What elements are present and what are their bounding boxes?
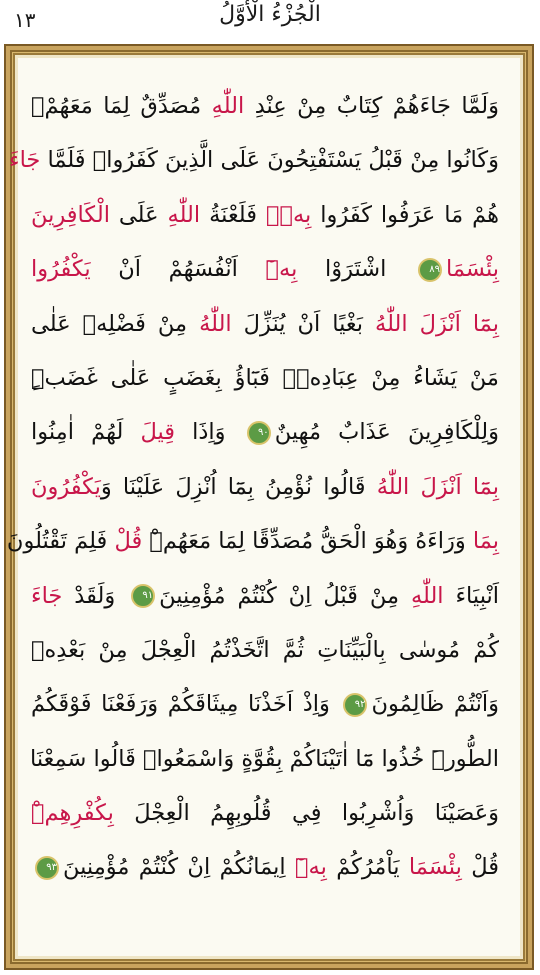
text-segment: فَلَعْنَةُ <box>200 201 266 228</box>
text-segment: وَرَاءَهُ وَهُوَ الْحَقُّ مُصَدِّقًا لِمَا مَعَهُمْۜ <box>142 528 473 555</box>
text-segment: وَلَقَدْ <box>62 582 128 609</box>
text-segment: مِنْ قَبْلُ اِنْ كُنْتُمْ مُؤْمِنِينَ <box>159 582 411 609</box>
highlighted-word: قُلْ <box>114 528 143 555</box>
highlighted-word: بِئْسَمَا <box>446 256 500 283</box>
text-segment: مُصَدِّقٌ لِمَا مَعَهُمْۙ <box>31 93 212 119</box>
text-segment: وَاَنْتُمْ ظَالِمُونَ <box>371 691 499 718</box>
page-header <box>0 0 540 44</box>
highlighted-word: بِمَٓا اَنْزَلَ اللّٰهُ <box>375 310 499 337</box>
text-segment: وَلِلْكَافِرِينَ عَذَابٌ مُهِينٌ <box>274 419 499 446</box>
highlighted-word: قِيلَ <box>140 419 176 446</box>
highlighted-word: بِهٖۘ <box>265 201 312 228</box>
text-segment: كُمْ مُوسٰى بِالْبَيِّنَاتِ ثُمَّ اتَّخَذْتُمُ الْعِجْلَ مِنْ بَعْدِهٖ <box>31 636 499 663</box>
quran-text-body <box>6 79 500 895</box>
ayah-number-marker: ٨٩ <box>418 258 442 282</box>
text-segment: فَلِمَ تَقْتُلُونَ <box>6 528 115 555</box>
text-segment: بَغْيًا اَنْ يُنَزِّلَ <box>231 310 375 337</box>
text-line <box>31 188 499 242</box>
text-segment: هُمْ مَا عَرَفُوا كَفَرُوا <box>311 201 500 228</box>
highlighted-word: اللّٰهِ <box>167 201 201 228</box>
highlighted-word: بِكُفْرِهِمْۜ <box>31 800 114 827</box>
text-line <box>8 133 499 187</box>
text-segment: يَاْمُرُكُمْ <box>326 854 409 881</box>
text-segment: عَلَى <box>109 201 168 228</box>
text-line <box>31 297 499 351</box>
text-segment: وَاِذْ اَخَذْنَا مِيثَاقَكُمْ وَرَفَعْنَا فَوْقَكُمُ <box>31 691 340 718</box>
text-segment: وَلَمَّا جَاءَهُمْ كِتَابٌ مِنْ عِنْدِ <box>244 93 499 119</box>
text-segment: قَالُوا نُؤْمِنُ بِمَٓا اُنْزِلَ عَلَيْنَا وَ <box>100 473 377 500</box>
text-line <box>31 786 499 840</box>
highlighted-word: يَكْفُرُوا <box>31 256 91 283</box>
page-number: ١٣ <box>14 8 36 32</box>
ornamental-frame <box>4 44 534 970</box>
juz-title: الْجُزْءُ الْأَوَّلُ <box>219 2 321 27</box>
highlighted-word: بِئْسَمَا <box>408 854 462 881</box>
text-segment: وَاِذَا <box>175 419 243 446</box>
text-panel <box>6 53 525 961</box>
highlighted-word: اللّٰهِ <box>211 93 245 119</box>
text-line <box>31 242 499 296</box>
highlighted-word: جَاءَ <box>8 147 41 174</box>
text-line <box>31 732 499 786</box>
text-segment: وَكَانُوا مِنْ قَبْلُ يَسْتَفْتِحُونَ عَلَى الَّذِينَ كَفَرُواۚ فَلَمَّا <box>40 147 499 174</box>
text-segment: اَنْبِيَاءَ <box>443 582 500 609</box>
text-line <box>31 79 499 133</box>
highlighted-word: اللّٰهِ <box>410 582 444 609</box>
text-line <box>31 840 499 894</box>
text-segment: مَنْ يَشَاءُ مِنْ عِبَادِهٖۚ فَبَٓاؤُ بِغَضَبٍ عَلٰى غَضَبٍۜ <box>31 364 499 391</box>
ayah-number-marker: ٩٢ <box>343 693 367 717</box>
highlighted-word: بِهٖٓ <box>265 256 298 283</box>
text-segment: قُلْ <box>461 854 500 881</box>
text-line <box>31 351 499 405</box>
highlighted-word: بِهٖٓ <box>295 854 327 881</box>
text-segment: مِنْ فَضْلِهٖ عَلٰى <box>31 310 200 337</box>
text-segment: اشْتَرَوْا <box>297 256 415 283</box>
ayah-number-marker: ٩٠ <box>247 421 271 445</box>
text-line <box>31 460 499 514</box>
highlighted-word: بِمَا <box>472 528 499 555</box>
ayah-number-marker: ٩١ <box>131 584 155 608</box>
text-segment: اِيمَانُكُمْ اِنْ كُنْتُمْ مُؤْمِنِينَ <box>63 854 295 881</box>
highlighted-word: جَاءَ <box>31 582 63 609</box>
text-line <box>31 623 499 677</box>
text-segment: لَهُمْ اٰمِنُوا <box>31 419 141 446</box>
text-segment: اَنْفُسَهُمْ اَنْ <box>90 256 266 283</box>
highlighted-word: الْكَافِرِينَ <box>31 201 110 228</box>
text-line <box>6 514 499 568</box>
highlighted-word: بِمَٓا اَنْزَلَ اللّٰهُ <box>376 473 499 500</box>
text-line <box>31 569 499 623</box>
text-line <box>31 405 499 459</box>
text-line <box>31 677 499 731</box>
ayah-number-marker: ٩٣ <box>35 856 59 880</box>
text-segment: وَعَصَيْنَا وَاُشْرِبُوا فِي قُلُوبِهِمُ الْعِجْلَ <box>113 800 499 827</box>
highlighted-word: يَكْفُرُونَ <box>31 473 101 500</box>
highlighted-word: اللّٰهُ <box>199 310 232 337</box>
text-segment: الطُّورَۜ خُذُوا مَٓا اٰتَيْنَاكُمْ بِقُوَّةٍ وَاسْمَعُواۜ قَالُوا سَمِعْنَا <box>30 745 499 772</box>
